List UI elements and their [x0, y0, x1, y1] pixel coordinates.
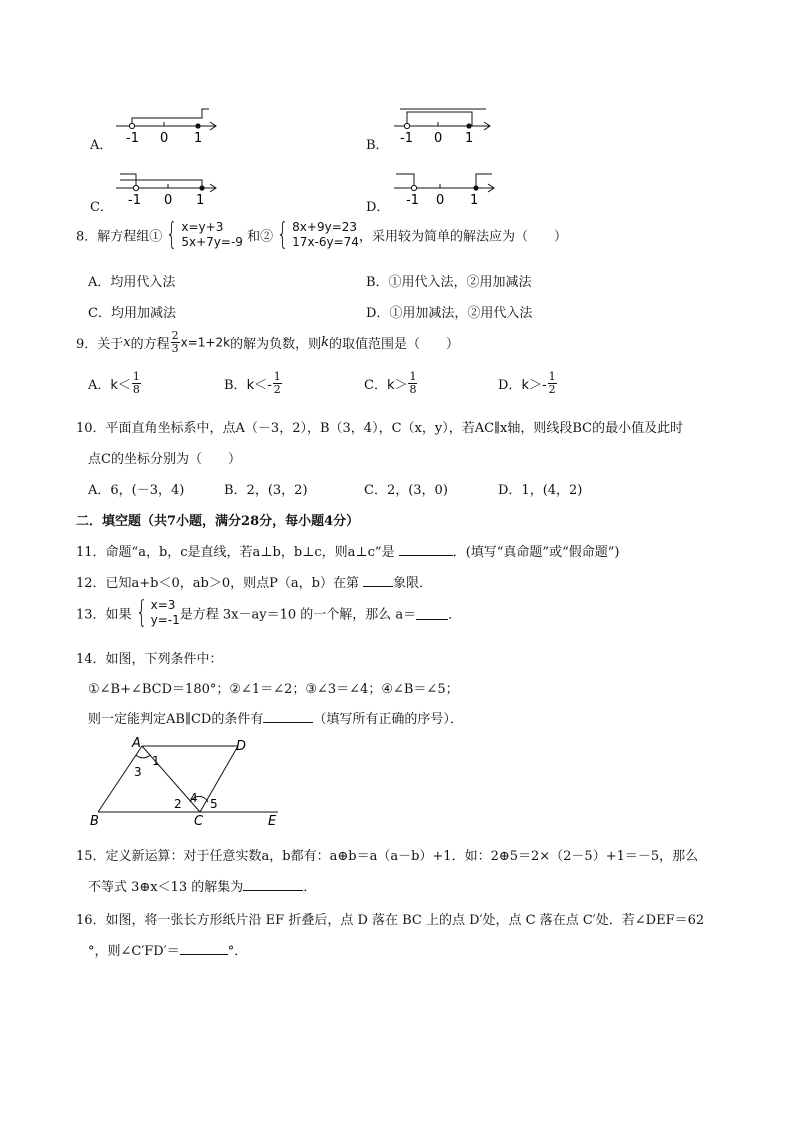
tick-label: 0 — [434, 131, 443, 146]
q7-option-c-numberline — [112, 166, 222, 208]
q13: 13．如果 { x=3 y=-1 是方程 3x－ay＝10 的一个解，那么 a＝ ． — [76, 595, 462, 630]
angle-label-4: 4 — [190, 791, 198, 805]
q16-line-2: °，则∠C′FD′＝ °． — [88, 944, 248, 959]
q7-option-a-label: A． — [90, 138, 113, 153]
angle-label-2: 2 — [174, 797, 182, 811]
q8-option-a: A．均用代入法 — [88, 275, 176, 290]
q9-stem: 9．关于x的方程 $\frac{2}{3}$ x=1+2k的解为负数，则k的取值范围是（ ） — [76, 329, 459, 355]
brace-icon: { — [135, 595, 147, 630]
q13-system: x=3 y=-1 — [150, 598, 180, 627]
q10-line-2: 点C的坐标分别为（ ） — [88, 452, 241, 467]
point-label-c: C — [194, 814, 204, 828]
q11-answer-blank[interactable] — [399, 543, 453, 556]
q8-option-c: C．均用加减法 — [88, 306, 176, 321]
q9-option-c: C．k＞ $\frac{1}{8}$ — [364, 370, 417, 396]
q8-option-b: B．①用代入法，②用加减法 — [366, 275, 532, 290]
tick-label: -1 — [128, 193, 141, 208]
brace-icon: { — [276, 217, 289, 252]
point-label-d: D — [236, 739, 247, 754]
q9-option-a: A．k＜ $\frac{1}{8}$ — [88, 370, 140, 396]
q11: 11．命题“a，b，c是直线，若a⊥b，b⊥c，则a⊥c”是 ．(填写“真命题”或“假命题”) — [76, 545, 620, 560]
q8-stem-pre: 8．解方程组① — [76, 229, 163, 245]
q10-option-d: D．1，(4，2) — [498, 483, 583, 498]
q9-fraction: $\frac{2}{3}$ — [171, 329, 179, 355]
q7-option-d-label: D． — [366, 200, 390, 215]
q8-stem — [76, 217, 567, 252]
angle-label-5: 5 — [210, 797, 218, 811]
q15-line-2: 不等式 3⊕x＜13 的解集为 ． — [88, 880, 317, 895]
q14-answer-blank[interactable] — [263, 710, 313, 723]
q16-line-1: 16．如图，将一张长方形纸片沿 EF 折叠后，点 D 落在 BC 上的点 D′处，点 C 落在点 C′处．若∠DEF＝62 — [76, 913, 705, 928]
q12: 12．已知a+b＜0，ab＞0，则点P（a，b）在第 象限． — [76, 576, 433, 591]
point-label-b: B — [90, 814, 99, 828]
q13-answer-blank[interactable] — [416, 607, 448, 620]
q9-option-b: B．k＜- $\frac{1}{2}$ — [224, 370, 281, 396]
q10-option-a: A．6，(－3，4) — [88, 483, 185, 498]
section-2-title: 二．填空题（共7小题，满分28分，每小题4分） — [76, 514, 360, 529]
q12-answer-blank[interactable] — [363, 574, 393, 587]
q15-line-1: 15．定义新运算：对于任意实数a，b都有：a⊕b＝a（a－b）+1．如：2⊕5＝2×（2－5）+1＝－5，那么 — [76, 849, 699, 864]
tick-label: 1 — [194, 131, 203, 146]
q8-stem-post: ，采用较为简单的解法应为（ ） — [358, 229, 567, 245]
q10-option-c: C．2，(3，0) — [364, 483, 448, 498]
tick-label: 0 — [436, 193, 445, 208]
point-label-e: E — [268, 814, 277, 828]
q8-system-1: x=y+3 5x+7y=-9 — [181, 220, 243, 249]
tick-label: -1 — [400, 131, 413, 146]
q8-system-2: 8x+9y=23 17x-6y=74 — [292, 220, 359, 249]
tick-label: 1 — [470, 193, 479, 208]
tick-label: 1 — [465, 131, 474, 146]
angle-label-1: 1 — [152, 754, 160, 768]
tick-label: 0 — [160, 131, 169, 146]
q7-option-c-label: C． — [90, 200, 113, 215]
tick-label: -1 — [406, 193, 419, 208]
q14-line-1: 14．如图，下列条件中： — [76, 652, 223, 667]
tick-label: -1 — [126, 131, 139, 146]
q16-answer-blank[interactable] — [180, 942, 228, 955]
q9-option-d: D．k＞- $\frac{1}{2}$ — [498, 370, 556, 396]
q10-line-1: 10．平面直角坐标系中，点A（－3，2），B（3，4），C（x，y），若AC∥x轴，则线段BC的最小值及此时 — [76, 421, 684, 436]
point-label-a: A — [132, 736, 141, 751]
q8-option-d: D．①用加减法，②用代入法 — [366, 306, 533, 321]
q7-option-a-numberline — [112, 104, 222, 146]
q14-figure — [86, 734, 286, 828]
q7-option-d-numberline — [390, 166, 500, 208]
q14-line-3: 则一定能判定AB∥CD的条件有 （填写所有正确的序号）． — [88, 712, 463, 727]
angle-label-3: 3 — [134, 765, 142, 779]
tick-label: 1 — [196, 193, 205, 208]
q10-option-b: B．2，(3，2) — [224, 483, 308, 498]
q8-stem-mid: 和② — [247, 229, 274, 245]
q7-option-b-label: B． — [366, 138, 389, 153]
tick-label: 0 — [164, 193, 173, 208]
q7-option-b-numberline — [390, 104, 500, 146]
brace-icon: { — [166, 217, 178, 252]
q15-answer-blank[interactable] — [243, 878, 303, 891]
q14-line-2: ①∠B+∠BCD＝180°；②∠1＝∠2；③∠3＝∠4；④∠B＝∠5； — [88, 682, 459, 697]
